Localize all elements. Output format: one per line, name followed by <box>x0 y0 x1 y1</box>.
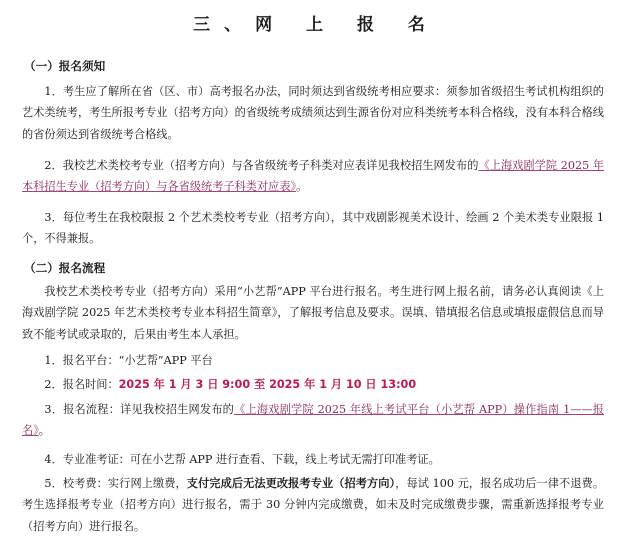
fee-label: 5．校考费：实行网上缴费， <box>44 477 187 490</box>
section-title: 三、网 上 报 名 <box>193 15 439 35</box>
process-item-flow <box>22 399 604 442</box>
note-paragraph-2 <box>22 155 604 198</box>
flow-text: 3．报名流程：详见我校招生网发布的 <box>44 403 235 416</box>
heading-registration-notes: （一）报名须知 <box>24 59 106 73</box>
note-2-text: 2．我校艺术类校考专业（招考方向）与各省级统考子科类对应表详见我校招生网发布的 <box>44 159 479 172</box>
process-item-time <box>22 374 604 395</box>
note-paragraph-3: 3．每位考生在我校限报 2 个艺术类校考专业（招考方向），其中戏剧影视美术设计、绘画 2 个美术类专业限报 1 个，不得兼报。 <box>22 211 604 246</box>
operation-guide-link[interactable]: 《上海戏剧学院 2025 年线上考试平台（小艺帮 APP）操作指南 1——报名》 <box>22 403 604 438</box>
time-label: 2．报名时间： <box>44 378 119 391</box>
process-intro-paragraph: 我校艺术类校考专业（招考方向）采用“小艺帮”APP 平台进行报名。考生进行网上报名前，请务必认真阅读《上海戏剧学院 2025 年艺术类校考专业本科招生简章》，了解报考信息及要求。误填、错填报名信息或填报虚假信息而导致不能考试或录取的，后果由考生本人承担。 <box>22 285 604 341</box>
process-item-fee <box>22 473 604 537</box>
flow-end: 。 <box>38 424 50 438</box>
heading-registration-process: （二）报名流程 <box>24 261 106 275</box>
registration-time-value: 2025 年 1 月 3 日 9:00 至 2025 年 1 月 10 日 13:00 <box>118 378 417 391</box>
fee-warning: 支付完成后无法更改报考专业（招考方向） <box>186 477 396 490</box>
process-item-platform: 1．报名平台：“小艺帮”APP 平台 <box>44 354 213 367</box>
fee-details: ，每试 100 元，报名成功后一律不退费。考生选择报考专业（招考方向）进行报名，需于 30 分钟内完成缴费，如未及时完成缴费步骤，需重新选择报考专业（招考方向）进行报名。 <box>22 477 605 533</box>
process-item-admission-ticket: 4．专业准考证：可在小艺帮 APP 进行查看、下载，线上考试无需打印准考证。 <box>44 453 440 466</box>
note-2-end: 。 <box>296 180 308 194</box>
note-paragraph-1: 1．考生应了解所在省（区、市）高考报名办法，同时须达到省级统考相应要求：须参加省级招生考试机构组织的艺术类统考，考生所报考专业（招考方向）的省级统考成绩须达到生源省份对应科类统考本科合格线，没有本科合格线的省份须达到省级统考合格线。 <box>22 85 604 141</box>
correspondence-table-link[interactable]: 《上海戏剧学院 2025 年本科招生专业（招考方向）与各省级统考子科类对应表》 <box>22 159 604 194</box>
